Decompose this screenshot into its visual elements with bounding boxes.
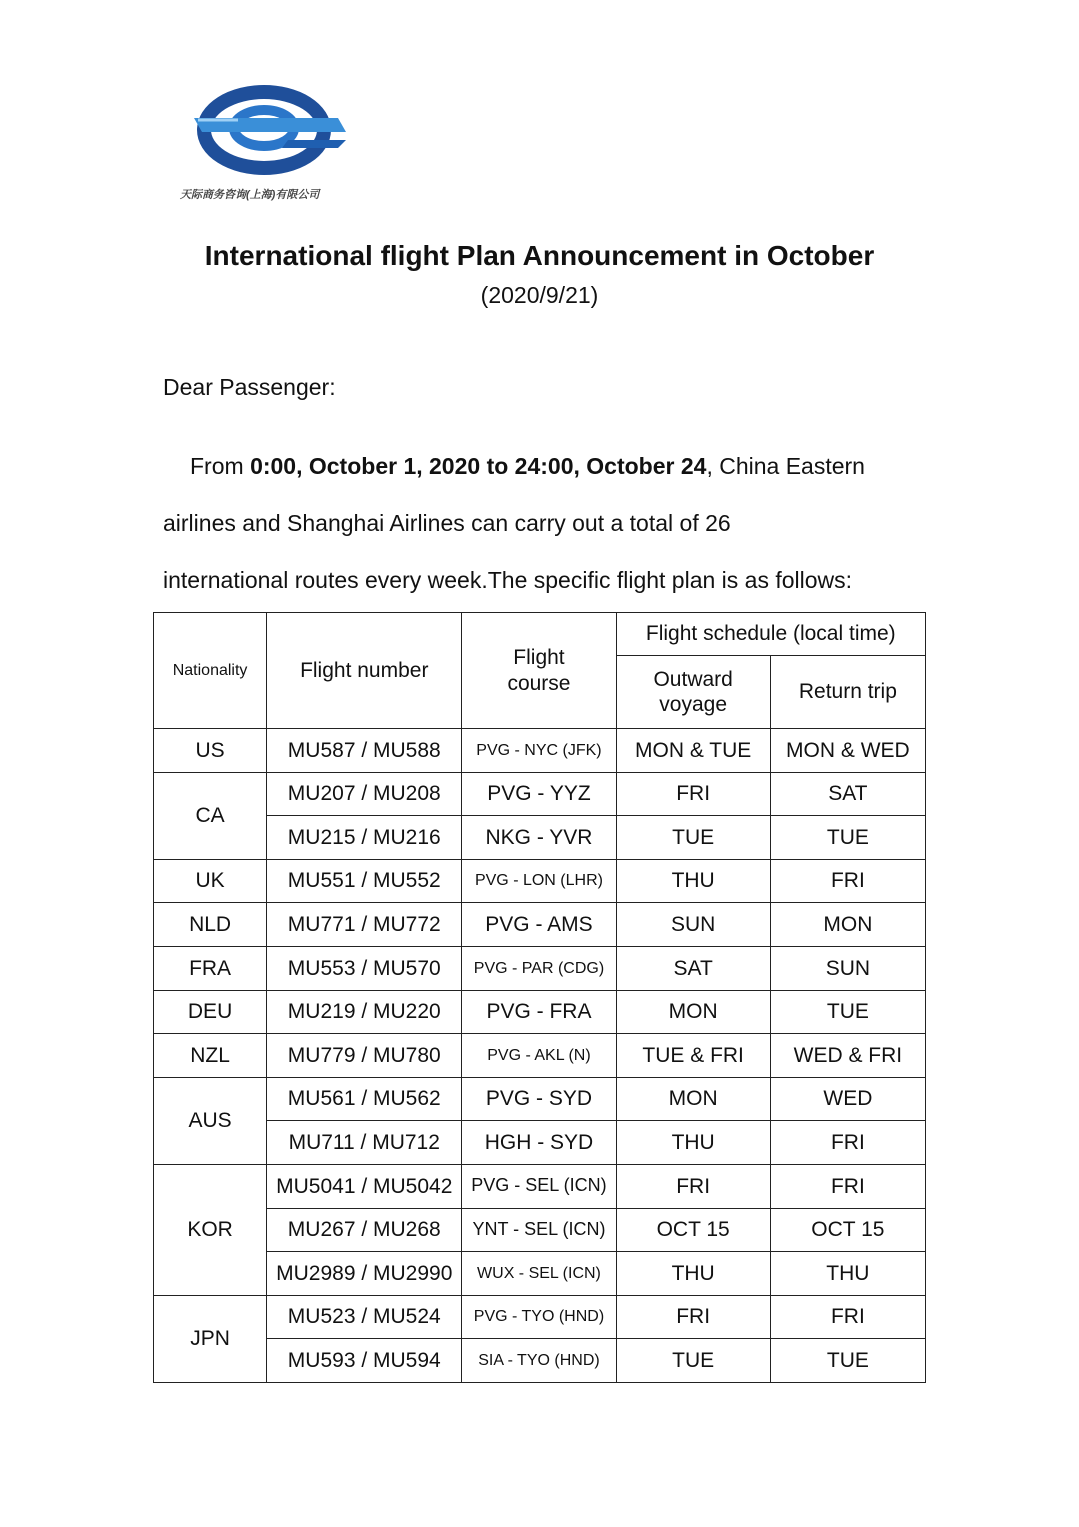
table-row: [154, 1034, 926, 1078]
flight-course-cell: WUX - SEL (ICN): [462, 1252, 616, 1296]
flight-number-cell: MU587 / MU588: [267, 729, 462, 773]
flight-number-cell: MU551 / MU552: [267, 859, 462, 903]
header-flight-number: Flight number: [267, 613, 462, 729]
table-row: [154, 1164, 926, 1208]
flight-course-cell: PVG - SEL (ICN): [462, 1164, 616, 1208]
nationality-cell: UK: [154, 859, 267, 903]
flight-number-cell: MU215 / MU216: [267, 816, 462, 860]
flight-number-cell: MU2989 / MU2990: [267, 1252, 462, 1296]
outward-cell: TUE & FRI: [616, 1034, 770, 1078]
flight-course-cell: PVG - FRA: [462, 990, 616, 1034]
return-cell: THU: [770, 1252, 925, 1296]
paragraph-line-1: From 0:00, October 1, 2020 to 24:00, October 24, China Eastern: [190, 453, 865, 479]
return-cell: SUN: [770, 946, 925, 990]
flight-course-cell: PVG - TYO (HND): [462, 1295, 616, 1339]
flight-number-cell: MU771 / MU772: [267, 903, 462, 947]
header-flight-schedule: Flight schedule (local time): [616, 613, 925, 656]
outward-cell: SAT: [616, 946, 770, 990]
flight-course-cell: YNT - SEL (ICN): [462, 1208, 616, 1252]
outward-cell: THU: [616, 1252, 770, 1296]
nationality-cell: NZL: [154, 1034, 267, 1078]
table-row: [154, 946, 926, 990]
flight-number-cell: MU523 / MU524: [267, 1295, 462, 1339]
flight-number-cell: MU711 / MU712: [267, 1121, 462, 1165]
table-row: [154, 859, 926, 903]
logo-caption: 天际商务咨询(上海)有限公司: [180, 189, 320, 201]
nationality-cell: DEU: [154, 990, 267, 1034]
table-row: [154, 1208, 926, 1252]
header-flight-course: Flight course: [462, 613, 616, 729]
flight-course-cell: PVG - SYD: [462, 1077, 616, 1121]
outward-cell: OCT 15: [616, 1208, 770, 1252]
flight-number-cell: MU593 / MU594: [267, 1339, 462, 1383]
return-cell: TUE: [770, 1339, 925, 1383]
table-row: [154, 816, 926, 860]
nationality-cell: FRA: [154, 946, 267, 990]
return-cell: FRI: [770, 859, 925, 903]
flight-course-cell: PVG - LON (LHR): [462, 859, 616, 903]
flight-course-cell: HGH - SYD: [462, 1121, 616, 1165]
flight-course-cell: PVG - NYC (JFK): [462, 729, 616, 773]
outward-cell: MON: [616, 990, 770, 1034]
flight-course-cell: NKG - YVR: [462, 816, 616, 860]
outward-cell: THU: [616, 1121, 770, 1165]
return-cell: TUE: [770, 816, 925, 860]
table-row: [154, 1121, 926, 1165]
flight-course-cell: PVG - AMS: [462, 903, 616, 947]
outward-cell: TUE: [616, 1339, 770, 1383]
flight-number-cell: MU207 / MU208: [267, 772, 462, 816]
flight-course-cell: PVG - PAR (CDG): [462, 946, 616, 990]
flight-schedule-table: [153, 612, 926, 1383]
table-row: [154, 990, 926, 1034]
flight-number-cell: MU267 / MU268: [267, 1208, 462, 1252]
return-cell: WED & FRI: [770, 1034, 925, 1078]
nationality-cell: AUS: [154, 1077, 267, 1164]
flight-course-cell: PVG - YYZ: [462, 772, 616, 816]
table-row: [154, 1252, 926, 1296]
return-cell: WED: [770, 1077, 925, 1121]
paragraph-bold-dates: 0:00, October 1, 2020 to 24:00, October 24: [250, 453, 707, 479]
return-cell: SAT: [770, 772, 925, 816]
paragraph-line-2: airlines and Shanghai Airlines can carry out a total of 26: [163, 510, 731, 536]
flight-number-cell: MU5041 / MU5042: [267, 1164, 462, 1208]
nationality-cell: JPN: [154, 1295, 267, 1382]
nationality-cell: NLD: [154, 903, 267, 947]
flight-course-cell: PVG - AKL (N): [462, 1034, 616, 1078]
outward-cell: TUE: [616, 816, 770, 860]
greeting: Dear Passenger:: [163, 374, 336, 400]
outward-cell: MON & TUE: [616, 729, 770, 773]
table-row: [154, 903, 926, 947]
return-cell: FRI: [770, 1164, 925, 1208]
table-row: [154, 1339, 926, 1383]
table-row: [154, 1077, 926, 1121]
table-row: [154, 729, 926, 773]
logo-emblem-icon: [178, 82, 368, 192]
outward-cell: FRI: [616, 772, 770, 816]
flight-number-cell: MU553 / MU570: [267, 946, 462, 990]
table-row: [154, 1295, 926, 1339]
nationality-cell: US: [154, 729, 267, 773]
flight-number-cell: MU561 / MU562: [267, 1077, 462, 1121]
paragraph-line-3: international routes every week.The specific flight plan is as follows:: [163, 567, 853, 593]
outward-cell: SUN: [616, 903, 770, 947]
outward-cell: FRI: [616, 1164, 770, 1208]
return-cell: MON: [770, 903, 925, 947]
announcement-date: (2020/9/21): [480, 282, 599, 308]
nationality-cell: CA: [154, 772, 267, 859]
page-title: International flight Plan Announcement in October: [204, 240, 875, 271]
return-cell: OCT 15: [770, 1208, 925, 1252]
table-row: [154, 772, 926, 816]
return-cell: FRI: [770, 1295, 925, 1339]
return-cell: MON & WED: [770, 729, 925, 773]
outward-cell: FRI: [616, 1295, 770, 1339]
header-outward-voyage: Outward voyage: [616, 656, 770, 729]
flight-number-cell: MU219 / MU220: [267, 990, 462, 1034]
outward-cell: THU: [616, 859, 770, 903]
intro-paragraph: [163, 438, 943, 609]
flight-course-cell: SIA - TYO (HND): [462, 1339, 616, 1383]
outward-cell: MON: [616, 1077, 770, 1121]
nationality-cell: KOR: [154, 1164, 267, 1295]
flight-number-cell: MU779 / MU780: [267, 1034, 462, 1078]
return-cell: FRI: [770, 1121, 925, 1165]
header-return-trip: Return trip: [770, 656, 925, 729]
header-nationality: Nationality: [154, 613, 267, 729]
return-cell: TUE: [770, 990, 925, 1034]
